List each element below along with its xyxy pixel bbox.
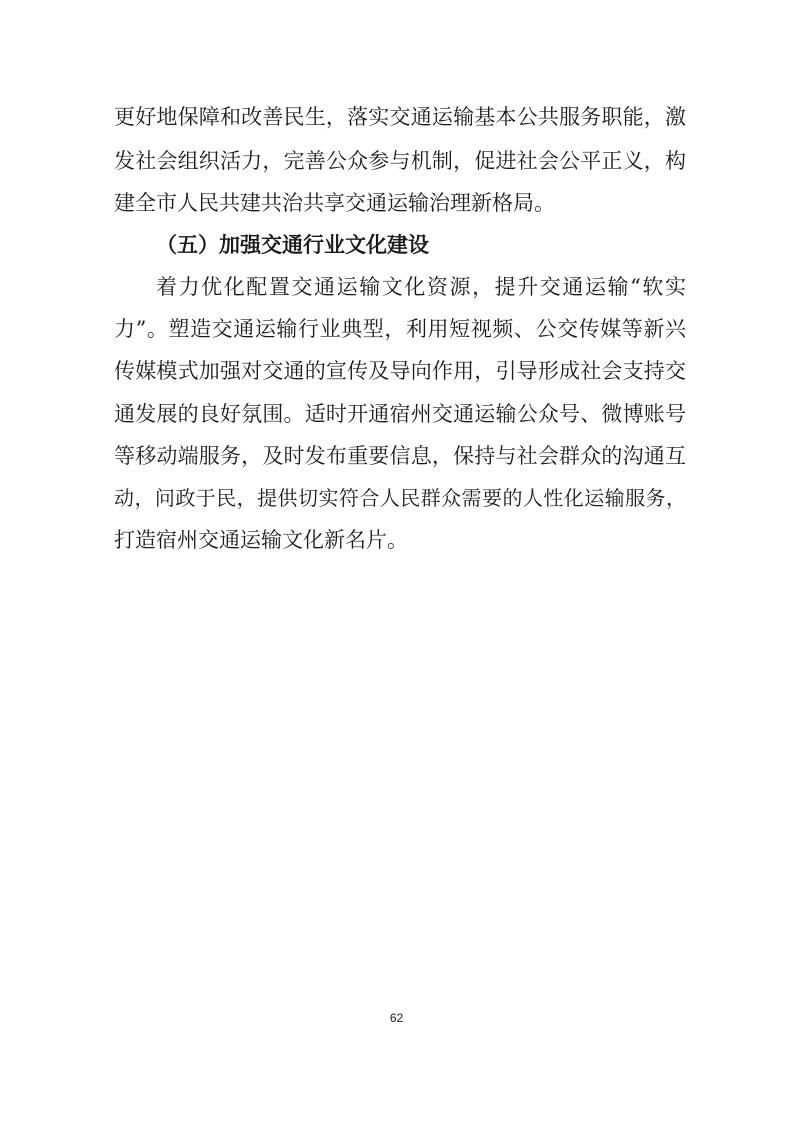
paragraph-2-line-2: 力”。塑造交通运输行业典型，利用短视频、公交传媒等新兴 bbox=[114, 317, 686, 341]
paragraph-2-line-5: 等移动端服务，及时发布重要信息，保持与社会群众的沟通互 bbox=[114, 444, 686, 468]
section-heading: （五）加强交通行业文化建设 bbox=[156, 233, 429, 257]
paragraph-1-line-2: 发社会组织活力，完善公众参与机制，促进社会公平正义，构 bbox=[114, 149, 686, 173]
paragraph-1-line-1: 更好地保障和改善民生，落实交通运输基本公共服务职能，激 bbox=[114, 105, 686, 129]
page-number: 62 bbox=[389, 1011, 404, 1025]
paragraph-2-line-6: 动，问政于民，提供切实符合人民群众需要的人性化运输服务， bbox=[114, 486, 686, 510]
paragraph-2-line-7: 打造宿州交通运输文化新名片。 bbox=[114, 528, 408, 552]
paragraph-1-line-3: 建全市人民共建共治共享交通运输治理新格局。 bbox=[114, 191, 555, 215]
paragraph-2-line-3: 传媒模式加强对交通的宣传及导向作用，引导形成社会支持交 bbox=[114, 359, 686, 383]
paragraph-2-line-4: 通发展的良好氛围。适时开通宿州交通运输公众号、微博账号 bbox=[114, 402, 686, 426]
paragraph-2-line-1: 着力优化配置交通运输文化资源，提升交通运输“软实 bbox=[156, 275, 686, 299]
